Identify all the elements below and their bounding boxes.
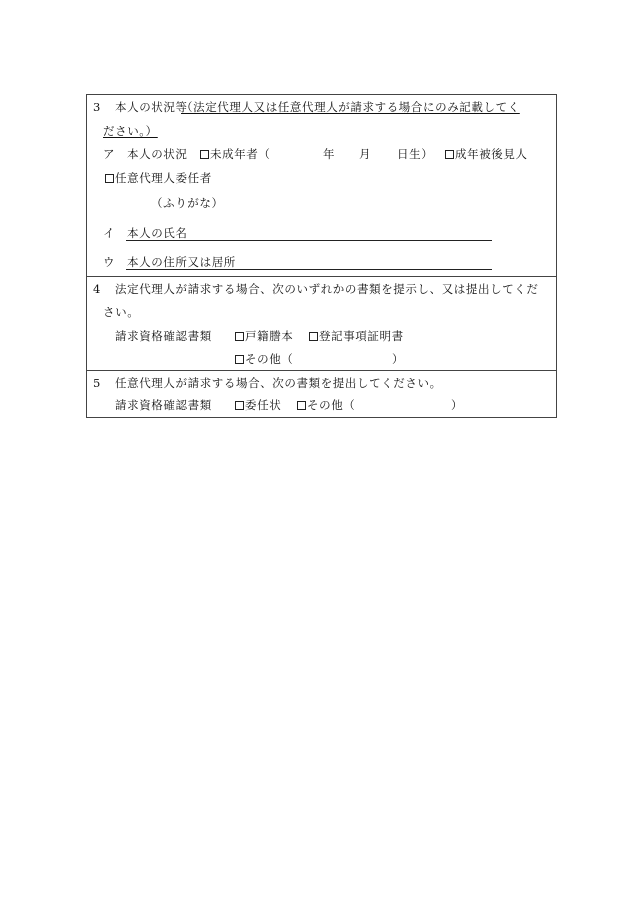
principal-option[interactable] [105, 171, 212, 185]
minor-label: 未成年者（ [210, 147, 271, 161]
registry-certificate-option[interactable] [309, 329, 404, 343]
principal-checkbox[interactable] [105, 174, 114, 183]
section-4-other-close: ） [392, 352, 405, 366]
minor-checkbox[interactable] [200, 150, 209, 159]
registry-certificate-label: 登記事項証明書 [319, 329, 404, 343]
item-i-label: 本人の氏名 [127, 226, 188, 240]
section-5-number: 5 [93, 376, 101, 390]
item-a-label: 本人の状況 [127, 147, 188, 161]
section-4-text-line2: さい。 [103, 305, 140, 319]
adult-ward-checkbox[interactable] [445, 150, 454, 159]
request-form-box [86, 94, 557, 418]
family-register-label: 戸籍謄本 [245, 329, 294, 343]
family-register-checkbox[interactable] [235, 332, 244, 341]
family-register-option[interactable] [235, 329, 293, 343]
section-4-legal-agent [87, 276, 556, 370]
section-4-doc-label: 請求資格確認書類 [115, 329, 212, 343]
item-u-marker: ウ [103, 255, 116, 269]
minor-option[interactable] [200, 147, 271, 161]
section-4-other-label: その他（ [245, 352, 294, 366]
adult-ward-option[interactable] [445, 147, 528, 161]
section-5-other-option[interactable] [297, 398, 355, 412]
section-3-person-status [87, 95, 556, 276]
section-5-doc-label: 請求資格確認書類 [115, 398, 212, 412]
item-i-marker: イ [103, 226, 116, 240]
adult-ward-label: 成年被後見人 [455, 147, 528, 161]
birth-month-unit: 月 [359, 147, 372, 161]
section-5-text: 任意代理人が請求する場合、次の書類を提出してください。 [115, 376, 442, 390]
section-4-other-checkbox[interactable] [235, 355, 244, 364]
section-3-note-line1: （法定代理人又は任意代理人が請求する場合にのみ記載してく [181, 100, 520, 114]
power-of-attorney-checkbox[interactable] [235, 401, 244, 410]
section-5-other-close: ） [451, 398, 464, 412]
section-4-number: 4 [93, 282, 101, 296]
section-3-note-line2: ださい。） [103, 124, 158, 138]
furigana-label: （ふりがな） [151, 196, 224, 210]
section-5-other-checkbox[interactable] [297, 401, 306, 410]
item-u-label: 本人の住所又は居所 [127, 255, 236, 269]
address-field[interactable] [126, 269, 492, 270]
name-field[interactable] [126, 240, 492, 241]
section-5-voluntary-agent [87, 370, 556, 417]
section-4-other-option[interactable] [235, 352, 293, 366]
section-3-heading: 本人の状況等 [115, 100, 188, 114]
item-a-marker: ア [103, 147, 116, 161]
power-of-attorney-label: 委任状 [245, 398, 282, 412]
section-3-number: 3 [93, 100, 101, 114]
registry-certificate-checkbox[interactable] [309, 332, 318, 341]
birth-day-unit: 日生） [397, 147, 434, 161]
power-of-attorney-option[interactable] [235, 398, 281, 412]
principal-label: 任意代理人委任者 [115, 171, 212, 185]
section-4-text-line1: 法定代理人が請求する場合、次のいずれかの書類を提示し、又は提出してくだ [115, 282, 539, 296]
birth-year-unit: 年 [323, 147, 336, 161]
section-5-other-label: その他（ [307, 398, 356, 412]
